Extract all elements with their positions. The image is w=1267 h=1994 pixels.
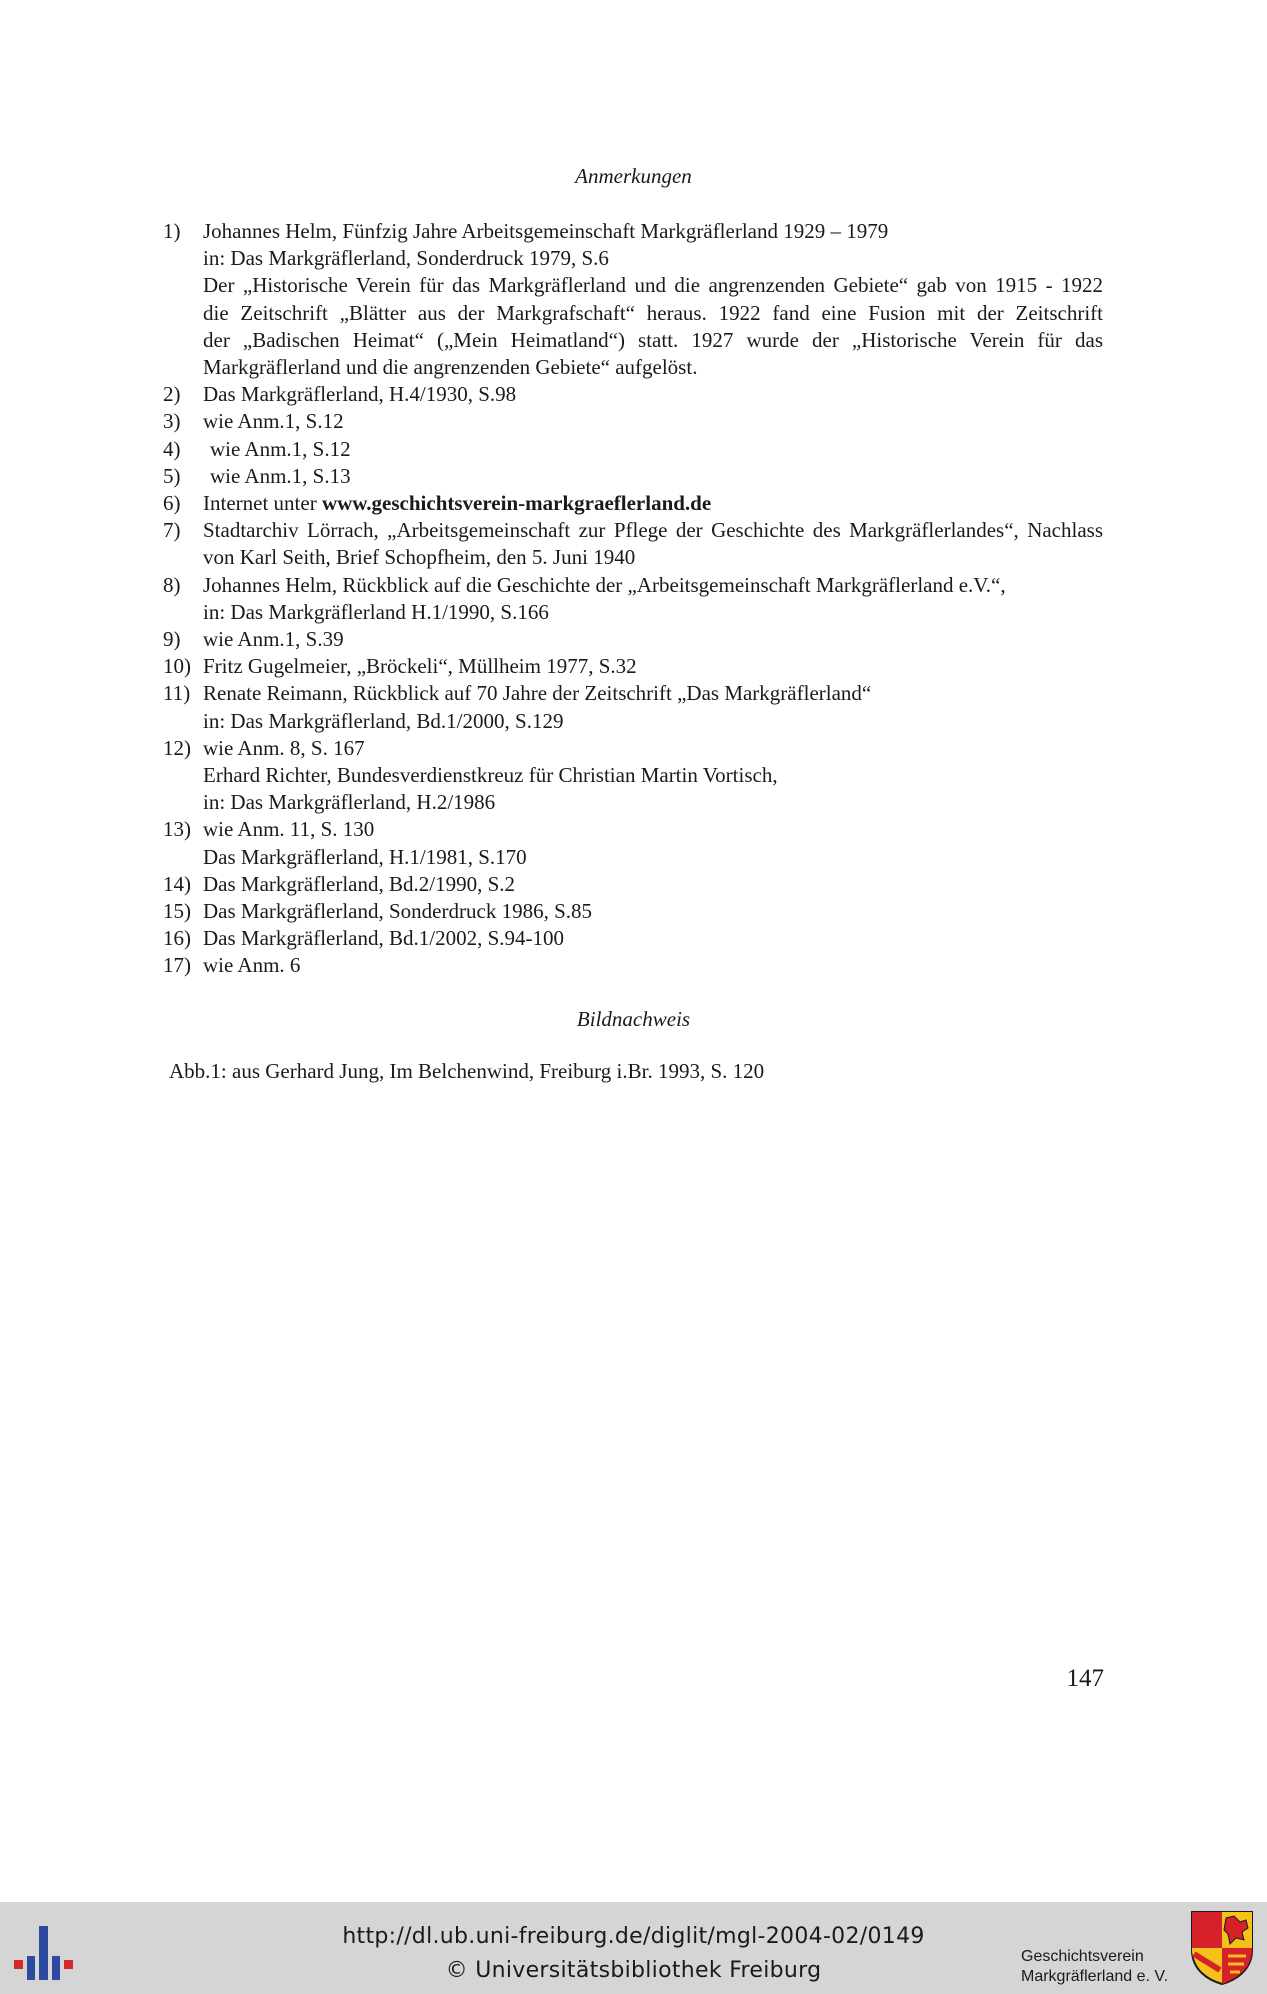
note-text <box>203 218 1103 381</box>
note-line-text: wie Anm.1, S.12 <box>210 436 351 461</box>
note-line <box>203 572 1103 599</box>
note-line-text: Der „Historische Verein für das Markgräflerland und die angrenzenden Gebiete“ gab von 1915 - 1922 <box>203 273 1103 298</box>
note-line-text: wie Anm.1, S.12 <box>203 409 344 434</box>
note-line <box>203 708 1103 735</box>
note-text <box>203 680 1103 734</box>
note-item <box>163 952 1103 979</box>
note-line <box>203 844 1103 871</box>
note-item <box>163 436 1103 463</box>
coat-of-arms-icon[interactable] <box>1190 1910 1254 1986</box>
note-text <box>203 572 1103 626</box>
note-text <box>203 952 1103 979</box>
note-number: 9) <box>163 627 181 652</box>
note-number: 1) <box>163 219 181 243</box>
note-line-text: Johannes Helm, Rückblick auf die Geschichte der „Arbeitsgemeinschaft Markgräflerland e.V.“, <box>203 572 1006 597</box>
credits-heading: Bildnachweis <box>576 1007 691 1031</box>
note-text <box>203 436 1103 463</box>
note-text <box>203 735 1103 817</box>
note-text <box>203 653 1103 680</box>
note-number: 17) <box>163 953 191 978</box>
note-number: 7) <box>163 518 181 543</box>
note-line <box>203 952 1103 979</box>
note-line-text: Das Markgräflerland, Bd.2/1990, S.2 <box>203 871 516 896</box>
note-line <box>203 354 1103 381</box>
note-line-text: Stadtarchiv Lörrach, „Arbeitsgemeinschaft zur Pflege der Geschichte des Markgräflerlandes“, Nachlass <box>203 518 1103 543</box>
note-line-text: in: Das Markgräflerland H.1/1990, S.166 <box>203 599 549 624</box>
note-number: 13) <box>163 817 191 842</box>
note-item <box>163 517 1103 571</box>
note-line <box>203 408 1103 435</box>
note-line <box>203 272 1103 299</box>
note-line-text: wie Anm. 8, S. 167 <box>203 735 365 760</box>
note-line <box>203 653 1103 680</box>
note-item <box>163 898 1103 925</box>
note-line <box>203 925 1103 952</box>
note-line <box>203 517 1103 544</box>
note-item <box>163 653 1103 680</box>
note-line <box>203 735 1103 762</box>
note-number: 16) <box>163 926 191 951</box>
note-item <box>163 408 1103 435</box>
note-number: 3) <box>163 409 181 434</box>
note-line-text: wie Anm.1, S.39 <box>203 627 344 652</box>
note-line <box>203 300 1103 327</box>
note-number: 15) <box>163 899 191 924</box>
note-line-text: in: Das Markgräflerland, Sonderdruck 1979, S.6 <box>203 246 609 271</box>
note-item <box>163 572 1103 626</box>
note-number: 10) <box>163 654 191 679</box>
note-line-text: der „Badischen Heimat“ („Mein Heimatland“) statt. 1927 wurde der „Historische Verein für das <box>203 327 1103 352</box>
note-number: 5) <box>163 463 181 488</box>
note-item <box>163 218 1103 381</box>
website-link[interactable]: www.geschichtsverein-markgraeflerland.de <box>321 491 712 516</box>
note-line <box>203 490 1103 517</box>
note-text <box>203 871 1103 898</box>
page-number: 147 <box>1066 1665 1104 1692</box>
note-line <box>203 871 1103 898</box>
note-item <box>163 463 1103 490</box>
note-number: 2) <box>163 382 181 407</box>
note-line <box>203 599 1103 626</box>
note-line <box>203 898 1103 925</box>
note-line <box>203 381 1103 408</box>
note-item <box>163 925 1103 952</box>
note-line <box>203 463 1103 490</box>
note-line-text: Das Markgräflerland, H.4/1930, S.98 <box>203 382 517 407</box>
footer-bar <box>0 1902 1267 1994</box>
notes-heading: Anmerkungen <box>575 164 692 188</box>
note-line-text: in: Das Markgräflerland, Bd.1/2000, S.129 <box>203 708 564 733</box>
note-text <box>203 925 1103 952</box>
note-number: 12) <box>163 735 191 760</box>
note-number: 11) <box>163 681 191 706</box>
copyright-text: © Universitätsbibliothek Freiburg <box>445 1958 822 1983</box>
note-line <box>203 680 1103 707</box>
note-text <box>203 381 1103 408</box>
note-number: 14) <box>163 871 191 896</box>
note-text <box>203 898 1103 925</box>
note-text <box>203 626 1103 653</box>
publisher-line-2: Markgräflerland e. V. <box>1021 1968 1169 1985</box>
note-line-text: wie Anm. 11, S. 130 <box>203 817 375 842</box>
note-line-text: von Karl Seith, Brief Schopfheim, den 5. Juni 1940 <box>203 545 636 570</box>
note-line-text: wie Anm. 6 <box>203 953 301 978</box>
note-line-text: die Zeitschrift „Blätter aus der Markgrafschaft“ heraus. 1922 fand eine Fusion mit der Zeitschrift <box>203 300 1103 325</box>
note-number: 4) <box>163 436 181 461</box>
note-line-text: Das Markgräflerland, Bd.1/2002, S.94-100 <box>203 926 565 951</box>
note-number: 8) <box>163 572 181 597</box>
note-text <box>203 408 1103 435</box>
note-line <box>203 544 1103 571</box>
note-line-text: Fritz Gugelmeier, „Bröckeli“, Müllheim 1977, S.32 <box>203 654 637 679</box>
note-line-text: Renate Reimann, Rückblick auf 70 Jahre der Zeitschrift „Das Markgräflerland“ <box>203 681 872 706</box>
note-number: 6) <box>163 491 181 516</box>
note-item <box>163 381 1103 408</box>
note-text <box>203 490 1103 517</box>
publisher-line-1: Geschichtsverein <box>1021 1948 1144 1965</box>
document-url-link[interactable]: http://dl.ub.uni-freiburg.de/diglit/mgl-2004-02/0149 <box>342 1924 925 1949</box>
note-line-text: wie Anm.1, S.13 <box>210 463 351 488</box>
note-item <box>163 626 1103 653</box>
note-line <box>203 762 1103 789</box>
note-text <box>203 517 1103 571</box>
note-line <box>203 816 1103 843</box>
note-item <box>163 735 1103 817</box>
note-line <box>203 245 1103 272</box>
note-item <box>163 871 1103 898</box>
note-item <box>163 490 1103 517</box>
note-line <box>203 436 1103 463</box>
note-line <box>203 626 1103 653</box>
note-line <box>203 218 1103 245</box>
note-text <box>203 463 1103 490</box>
note-line-text: Erhard Richter, Bundesverdienstkreuz für Christian Martin Vortisch, <box>203 763 778 788</box>
notes-list <box>163 218 1103 980</box>
note-line <box>203 327 1103 354</box>
note-line-text: Das Markgräflerland, Sonderdruck 1986, S.85 <box>203 899 592 924</box>
note-line-text: Das Markgräflerland, H.1/1981, S.170 <box>203 844 527 869</box>
note-line-text: Johannes Helm, Fünfzig Jahre Arbeitsgemeinschaft Markgräflerland 1929 – 1979 <box>203 219 889 243</box>
note-item <box>163 816 1103 870</box>
publisher-name <box>1021 1947 1168 1987</box>
image-credit: Abb.1: aus Gerhard Jung, Im Belchenwind, Freiburg i.Br. 1993, S. 120 <box>169 1059 765 1083</box>
note-text <box>203 816 1103 870</box>
note-line <box>203 789 1103 816</box>
note-line-text: Internet unter <box>203 491 322 516</box>
note-line-text: in: Das Markgräflerland, H.2/1986 <box>203 790 496 815</box>
note-line-text: Markgräflerland und die angrenzenden Gebiete“ aufgelöst. <box>203 355 698 380</box>
note-item <box>163 680 1103 734</box>
